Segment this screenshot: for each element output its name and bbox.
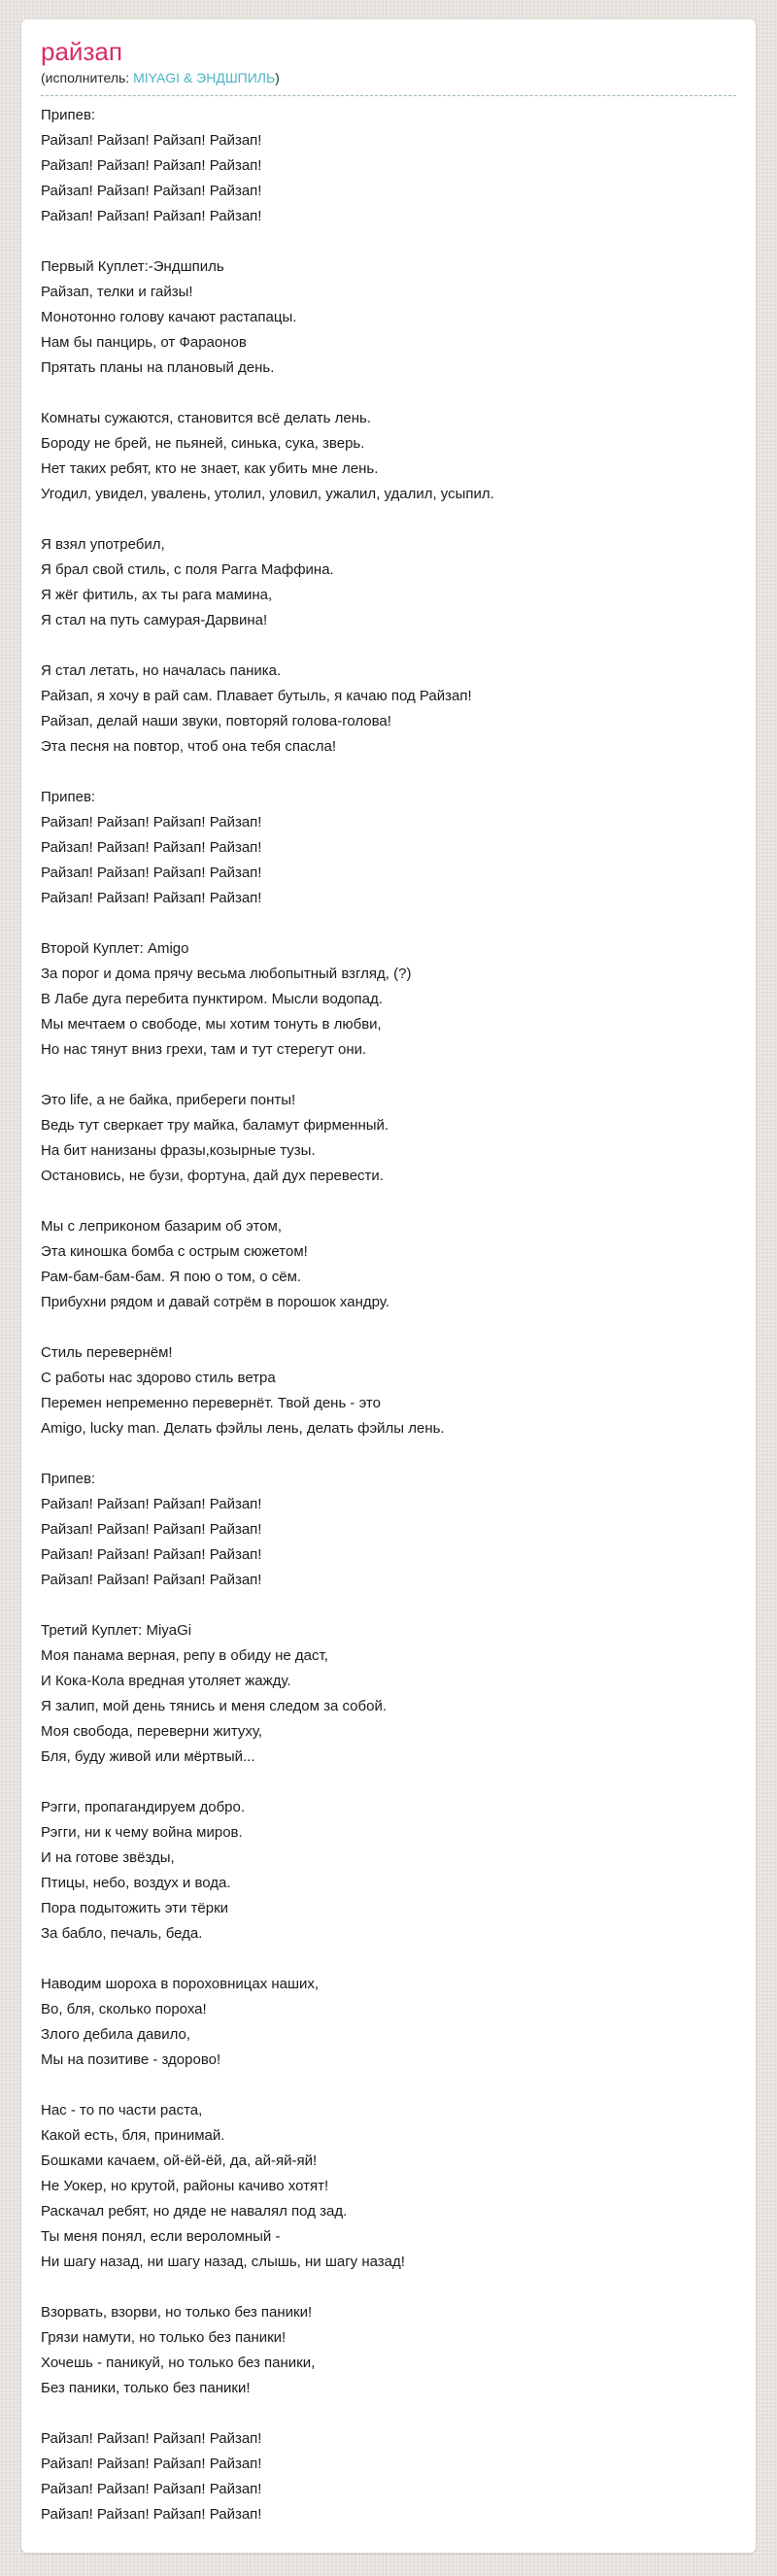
- artist-close-paren: ): [275, 70, 280, 86]
- lyrics-stanza: Припев: Райзап! Райзап! Райзап! Райзап! Райзап! Райзап! Райзап! Райзап! Райзап! Райзап! Райзап! Райзап! Райзап! Райзап! Райзап! Райзап!: [41, 789, 262, 907]
- lyrics-stanza: Я стал летать, но началась паника. Райзап, я хочу в рай сам. Плавает бутыль, я качаю под Райзап! Райзап, делай наши звуки, повторяй голова-голова! Эта песня на повтор, чтоб она тебя спасла!: [41, 662, 472, 756]
- lyrics-stanza: Взорвать, взорви, но только без паники! Грязи намути, но только без паники! Хочешь - паникуй, но только без паники, Без паники, только без паники!: [41, 2304, 316, 2397]
- lyrics-stanza: Комнаты сужаются, становится всё делать лень. Бороду не брей, не пьяней, синька, сука, зверь. Нет таких ребят, кто не знает, как убить мне лень. Угодил, увидел, увалень, утолил, уловил, ужалил, удалил, усыпил.: [41, 410, 494, 503]
- lyrics-card: [21, 19, 756, 2553]
- lyrics-stanza: Райзап! Райзап! Райзап! Райзап! Райзап! Райзап! Райзап! Райзап! Райзап! Райзап! Райзап! Райзап! Райзап! Райзап! Райзап! Райзап!: [41, 2430, 262, 2524]
- lyrics-stanza: Припев: Райзап! Райзап! Райзап! Райзап! Райзап! Райзап! Райзап! Райзап! Райзап! Райзап! Райзап! Райзап! Райзап! Райзап! Райзап! Райзап!: [41, 1471, 262, 1589]
- artist-label: (исполнитель:: [41, 70, 130, 86]
- artist-line: [41, 69, 736, 86]
- lyrics-text: [41, 103, 736, 2527]
- artist-link[interactable]: MIYAGI & ЭНДШПИЛЬ: [133, 70, 276, 86]
- lyrics-stanza: Наводим шороха в пороховницах наших, Во, бля, сколько пороха! Злого дебила давило, Мы на позитиве - здорово!: [41, 1976, 320, 2069]
- song-title: райзап: [41, 37, 122, 66]
- lyrics-stanza: Нас - то по части раста, Какой есть, бля, принимай. Бошками качаем, ой-ёй-ёй, да, ай-яй-яй! Не Уокер, но крутой, районы качиво хотят! Раскачал ребят, но дяде не навалял под зад. Ты меня понял, если вероломный - Ни шагу назад, ни шагу назад, слышь, ни шагу назад!: [41, 2102, 405, 2271]
- lyrics-stanza: Третий Куплет: MiyaGi Моя панама верная, репу в обиду не даст, И Кока-Кола вредная утоляет жажду. Я залип, мой день тянись и меня следом за собой. Моя свобода, переверни житуху, Бля, буду живой или мёртвый...: [41, 1622, 388, 1766]
- lyrics-stanza: Я взял употребил, Я брал свой стиль, с поля Рагга Маффина. Я жёг фитиль, ах ты рага мамина, Я стал на путь самурая-Дарвина!: [41, 536, 334, 629]
- lyrics-stanza: Мы с леприконом базарим об этом, Эта киношка бомба с острым сюжетом! Рам-бам-бам-бам. Я пою о том, о сём. Прибухни рядом и давай сотрём в порошок хандру.: [41, 1218, 389, 1311]
- lyrics-stanza: Припев: Райзап! Райзап! Райзап! Райзап! Райзап! Райзап! Райзап! Райзап! Райзап! Райзап! Райзап! Райзап! Райзап! Райзап! Райзап! Райзап!: [41, 107, 262, 225]
- lyrics-stanza: Стиль перевернём! С работы нас здорово стиль ветра Перемен непременно перевернёт. Твой день - это Amigo, lucky man. Делать фэйлы лень, делать фэйлы лень.: [41, 1344, 445, 1438]
- lyrics-stanza: Второй Куплет: Amigo За порог и дома прячу весьма любопытный взгляд, (?) В Лабе дуга перебита пунктиром. Мысли водопад. Мы мечтаем о свободе, мы хотим тонуть в любви, Но нас тянут вниз грехи, там и тут стерегут они.: [41, 940, 412, 1059]
- lyrics-stanza: Первый Куплет:-Эндшпиль Райзап, телки и гайзы! Монотонно голову качают растапацы. Нам бы панцирь, от Фараонов Прятать планы на плановый день.: [41, 258, 297, 377]
- song-header: [41, 37, 736, 96]
- lyrics-stanza: Рэгги, пропагандируем добро. Рэгги, ни к чему война миров. И на готове звёзды, Птицы, небо, воздух и вода. Пора подытожить эти тёрки За бабло, печаль, беда.: [41, 1799, 246, 1943]
- lyrics-stanza: Это life, а не байка, прибереги понты! Ведь тут сверкает тру майка, баламут фирменный. На бит нанизаны фразы,козырные тузы. Остановись, не бузи, фортуна, дай дух перевести.: [41, 1092, 389, 1185]
